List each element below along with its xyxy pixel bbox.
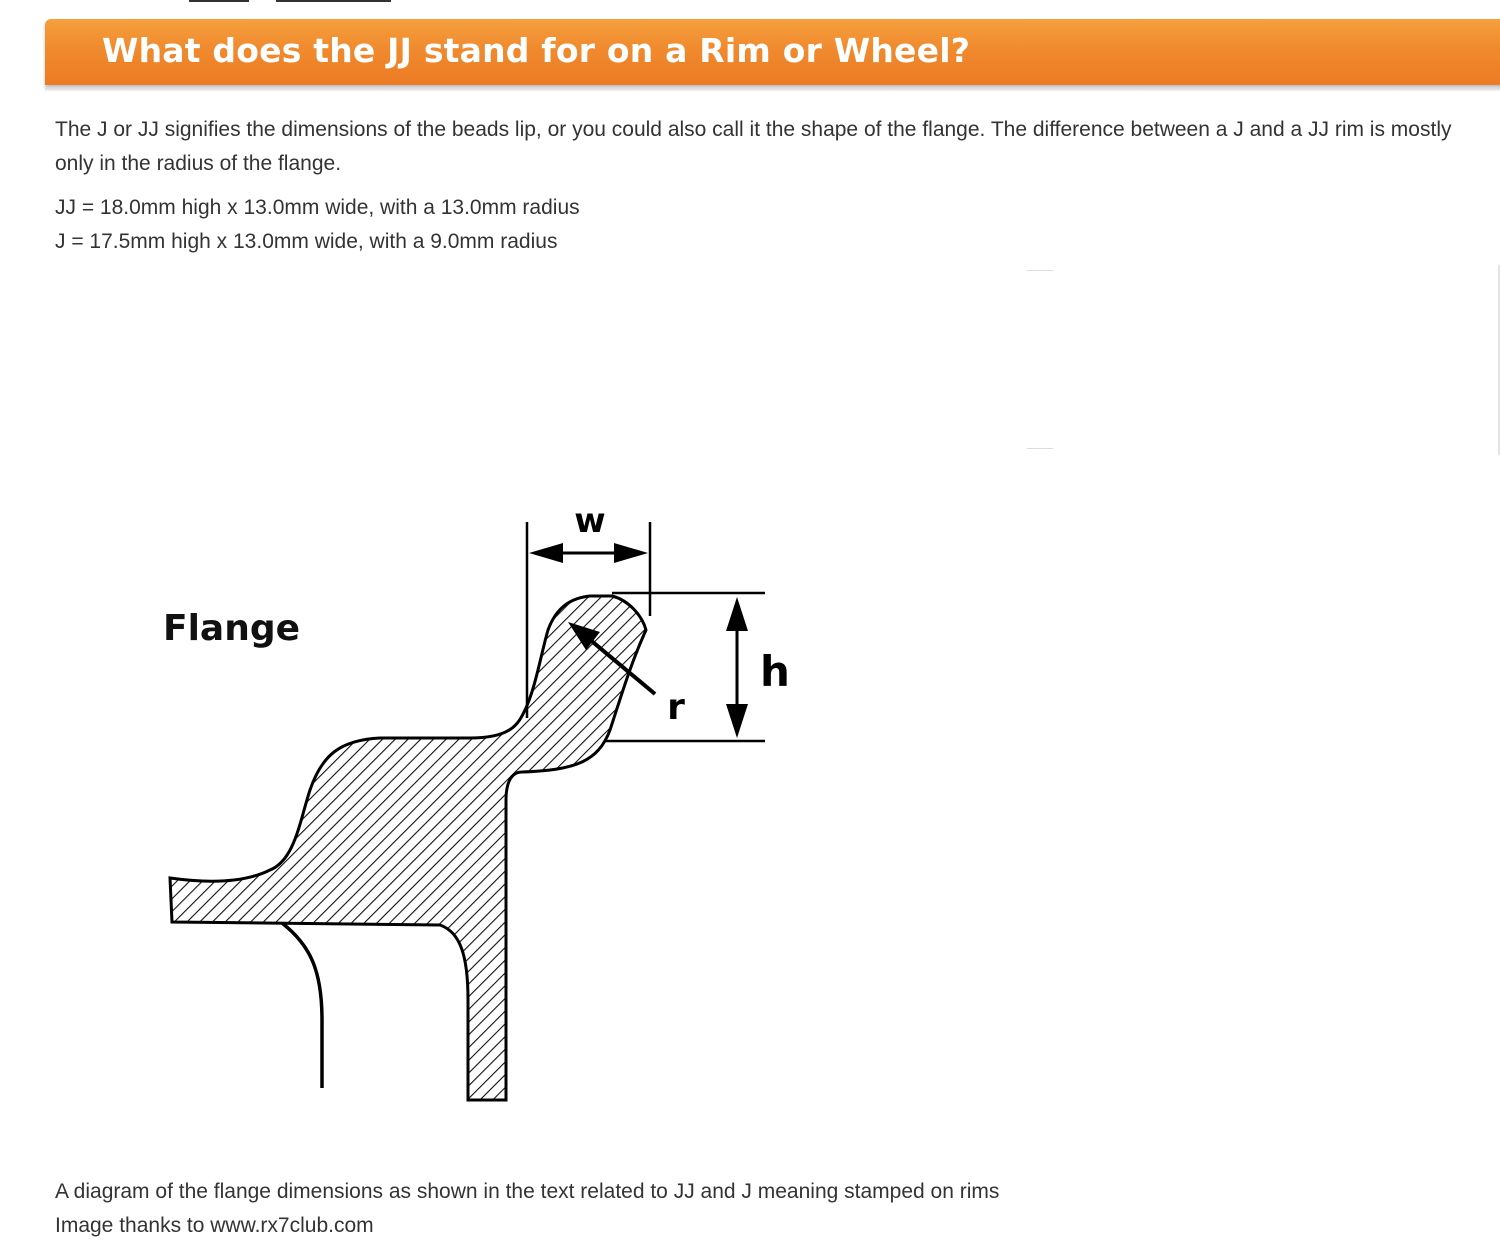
link-underline-1 bbox=[189, 0, 249, 2]
article-body bbox=[55, 113, 1475, 259]
section-header-bar bbox=[45, 19, 1500, 85]
flange-cross-section bbox=[170, 596, 646, 1100]
link-underline-2 bbox=[276, 0, 391, 2]
spec-j: J = 17.5mm high x 13.0mm wide, with a 9.0mm radius bbox=[55, 230, 558, 253]
tire-sidewall-line bbox=[282, 923, 322, 1088]
image-caption bbox=[55, 1175, 999, 1243]
flange-diagram bbox=[150, 500, 790, 1110]
flange-label: Flange bbox=[163, 608, 301, 649]
caption-credit: Image thanks to www.rx7club.com bbox=[55, 1214, 374, 1237]
radius-label: r bbox=[667, 687, 685, 728]
header-divider bbox=[45, 88, 1500, 91]
width-arrowhead-right bbox=[614, 543, 648, 563]
height-arrowhead-bottom bbox=[726, 704, 748, 738]
caption-description: A diagram of the flange dimensions as shown in the text related to JJ and J meaning stamped on rims bbox=[55, 1180, 1000, 1203]
width-arrowhead-left bbox=[529, 543, 563, 563]
page-title: What does the JJ stand for on a Rim or Wheel? bbox=[102, 31, 971, 70]
top-link-underlines bbox=[0, 0, 1500, 4]
decorative-mark bbox=[1027, 448, 1053, 449]
width-label: w bbox=[574, 501, 606, 541]
decorative-mark bbox=[1027, 270, 1053, 271]
spec-jj: JJ = 18.0mm high x 13.0mm wide, with a 13.0mm radius bbox=[55, 196, 580, 219]
height-label: h bbox=[760, 647, 790, 696]
height-arrowhead-top bbox=[726, 597, 748, 631]
intro-paragraph: The J or JJ signifies the dimensions of the beads lip, or you could also call it the shape of the flange. The difference between a J and a JJ rim is mostly only in the radius of the flange. bbox=[55, 118, 1452, 175]
